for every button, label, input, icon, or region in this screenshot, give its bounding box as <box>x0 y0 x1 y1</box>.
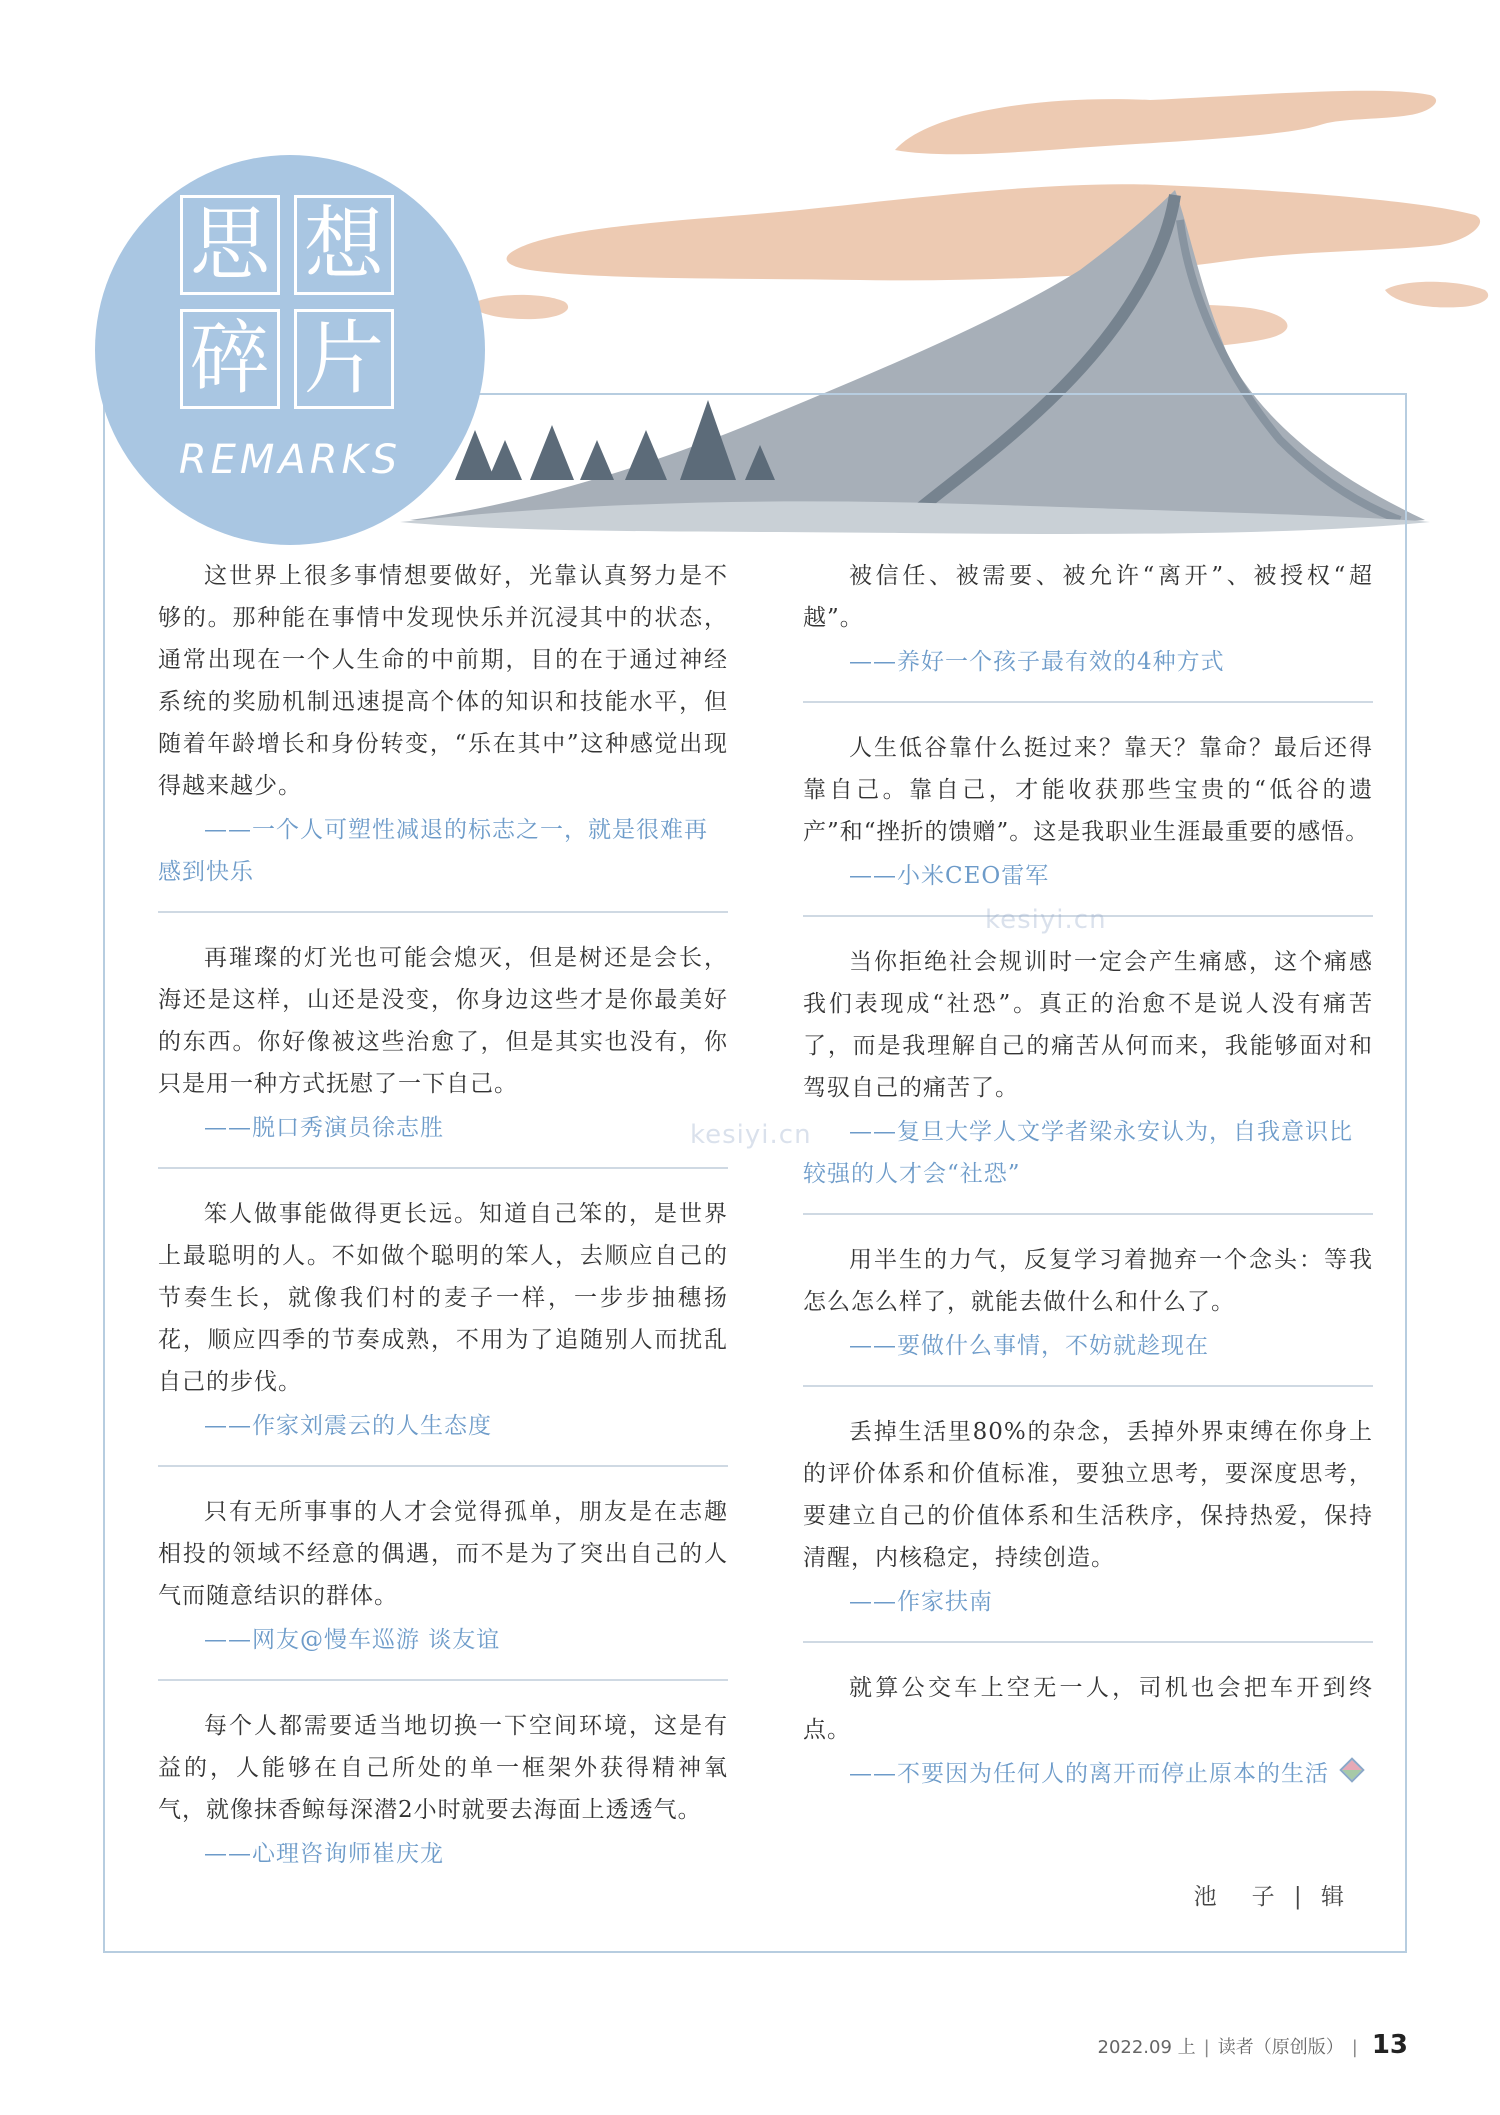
quote-text: 这世界上很多事情想要做好，光靠认真努力是不够的。那种能在事情中发现快乐并沉浸其中的状态，通常出现在一个人生命的中前期，目的在于通过神经系统的奖励机制迅速提高个体的知识和技能水平，但随着年龄增长和身份转变，“乐在其中”这种感觉出现得越来越少。 <box>158 563 728 799</box>
footer-separator: | <box>1203 2037 1210 2058</box>
right-column <box>803 555 1373 1813</box>
quote-source: ——网友@慢车巡游 谈友谊 <box>204 1627 501 1653</box>
badge-char: 碎 <box>180 309 280 409</box>
quote-block <box>803 1411 1373 1643</box>
badge-title <box>180 195 394 409</box>
quote-text: 笨人做事能做得更长远。知道自己笨的，是世界上最聪明的人。不如做个聪明的笨人，去顺应自己的节奏生长，就像我们村的麦子一样，一步步抽穗扬花，顺应四季的节奏成熟，不用为了追随别人而扰乱自己的步伐。 <box>158 1201 728 1395</box>
footer-separator: | <box>1351 2037 1358 2058</box>
quote-source: ——作家扶南 <box>849 1589 993 1615</box>
section-badge <box>95 155 485 545</box>
quote-text: 每个人都需要适当地切换一下空间环境，这是有益的，人能够在自己所处的单一框架外获得精神氧气，就像抹香鲸每深潜2小时就要去海面上透透气。 <box>158 1713 728 1823</box>
quote-block <box>158 1193 728 1467</box>
magazine-name: 读者（原创版） <box>1217 2037 1344 2058</box>
quote-source: ——复旦大学人文学者梁永安认为，自我意识比较强的人才会“社恐” <box>803 1119 1353 1187</box>
quote-source-text: ——不要因为任何人的离开而停止原本的生活 <box>849 1761 1329 1787</box>
quote-text: 再璀璨的灯光也可能会熄灭，但是树还是会长，海还是这样，山还是没变，你身边这些才是你最美好的东西。你好像被这些治愈了，但是其实也没有，你只是用一种方式抚慰了一下自己。 <box>158 945 728 1097</box>
quote-source: ——一个人可塑性减退的标志之一，就是很难再感到快乐 <box>158 817 708 885</box>
quote-text: 被信任、被需要、被允许“离开”、被授权“超越”。 <box>803 563 1373 631</box>
quote-text: 用半生的力气，反复学习着抛弃一个念头：等我怎么怎么样了，就能去做什么和什么了。 <box>803 1247 1373 1315</box>
quote-text: 丢掉生活里80%的杂念，丢掉外界束缚在你身上的评价体系和价值标准，要独立思考，要深度思考，要建立自己的价值体系和生活秩序，保持热爱，保持清醒，内核稳定，持续创造。 <box>803 1419 1373 1571</box>
quote-block <box>803 1667 1373 1813</box>
quote-block <box>158 1491 728 1681</box>
quote-block <box>803 941 1373 1215</box>
quote-source: ——作家刘震云的人生态度 <box>204 1413 492 1439</box>
quote-block <box>158 1705 728 1893</box>
badge-subtitle: REMARKS <box>178 437 402 483</box>
badge-char: 思 <box>180 195 280 295</box>
quote-text: 人生低谷靠什么挺过来？靠天？靠命？最后还得靠自己。靠自己，才能收获那些宝贵的“低谷的遗产”和“挫折的馈赠”。这是我职业生涯最重要的感悟。 <box>803 735 1373 845</box>
quote-source: ——心理咨询师崔庆龙 <box>204 1841 444 1867</box>
quote-source: ——小米CEO雷军 <box>849 863 1050 889</box>
quote-text: 只有无所事事的人才会觉得孤单，朋友是在志趣相投的领域不经意的偶遇，而不是为了突出自己的人气而随意结识的群体。 <box>158 1499 728 1609</box>
diamond-end-icon <box>1339 1757 1364 1782</box>
cloud-small-right <box>1385 282 1488 308</box>
quote-source: ——脱口秀演员徐志胜 <box>204 1115 444 1141</box>
left-column <box>158 555 728 1893</box>
quote-source <box>803 1753 1373 1795</box>
page-footer <box>1098 2030 1409 2060</box>
cloud-small-left <box>470 295 568 319</box>
badge-char: 想 <box>294 195 394 295</box>
cloud-top <box>895 91 1436 155</box>
watermark: kesiyi.cn <box>985 905 1107 935</box>
quote-block <box>803 727 1373 917</box>
issue-label: 2022.09 上 <box>1097 2037 1196 2058</box>
watermark: kesiyi.cn <box>690 1120 812 1150</box>
quote-block <box>158 937 728 1169</box>
editor-credit: 池 子 | 辑 <box>1193 1884 1350 1910</box>
quote-block <box>158 555 728 913</box>
quote-text: 当你拒绝社会规训时一定会产生痛感，这个痛感我们表现成“社恐”。真正的治愈不是说人没有痛苦了，而是我理解自己的痛苦从何而来，我能够面对和驾驭自己的痛苦了。 <box>803 949 1373 1101</box>
quote-block <box>803 555 1373 703</box>
quote-source: ——养好一个孩子最有效的4种方式 <box>849 649 1225 675</box>
page-number: 13 <box>1371 2030 1408 2060</box>
quote-block <box>803 1239 1373 1387</box>
quote-text: 就算公交车上空无一人，司机也会把车开到终点。 <box>803 1675 1373 1743</box>
badge-char: 片 <box>294 309 394 409</box>
quote-source: ——要做什么事情，不妨就趁现在 <box>849 1333 1209 1359</box>
cloud-long <box>507 184 1481 280</box>
